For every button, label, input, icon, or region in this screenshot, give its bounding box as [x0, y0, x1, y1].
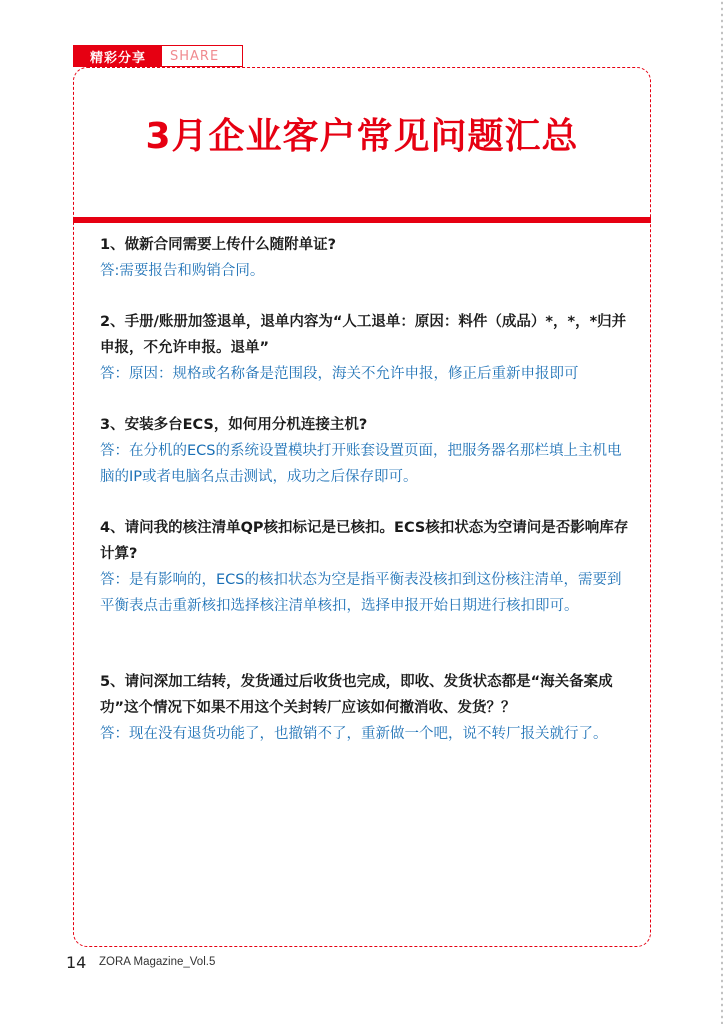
question: 5、请问深加工结转，发货通过后收货也完成，即收、发货状态都是“海关备案成功”这个情况下如果不用这个关封转厂应该如何撤消收、发货？？ [100, 674, 613, 716]
question: 2、手册/账册加签退单，退单内容为“人工退单：原因：料件（成品）*，*，*归并申报，不允许申报。退单” [100, 314, 627, 356]
answer: 答：在分机的ECS的系统设置模块打开账套设置页面，把服务器名那栏填上主机电脑的IP或者电脑名点击测试，成功之后保存即可。 [100, 443, 622, 485]
qa-item [100, 232, 630, 284]
qa-item [100, 669, 630, 747]
answer: 答：现在没有退货功能了，也撤销不了，重新做一个吧，说不转厂报关就行了。 [100, 726, 608, 742]
qa-item [100, 515, 630, 619]
magazine-name: ZORA Magazine_Vol.5 [99, 956, 216, 968]
answer: 答：是有影响的，ECS的核扣状态为空是指平衡表没核扣到这份核注清单，需要到平衡表点击重新核扣选择核注清单核扣，选择申报开始日期进行核扣即可。 [100, 572, 622, 614]
title-divider [73, 217, 651, 223]
page-number: 14 [66, 953, 87, 972]
page-title: 3月企业客户常见问题汇总 [145, 116, 579, 157]
question: 3、安装多台ECS，如何用分机连接主机? [100, 417, 368, 433]
page-gutter [720, 0, 724, 1024]
qa-item [100, 412, 630, 490]
section-tag-cn: 精彩分享 [74, 46, 162, 66]
qa-list [100, 232, 630, 747]
answer: 答：原因：规格或名称备是范围段，海关不允许申报，修正后重新申报即可 [100, 366, 579, 382]
section-tag-en: SHARE [170, 48, 220, 64]
question: 4、请问我的核注清单QP核扣标记是已核扣。ECS核扣状态为空请问是否影响库存计算? [100, 520, 629, 562]
answer: 答:需要报告和购销合同。 [100, 263, 265, 279]
question: 1、做新合同需要上传什么随附单证? [100, 237, 336, 253]
qa-item [100, 309, 630, 387]
section-tag [73, 45, 243, 67]
